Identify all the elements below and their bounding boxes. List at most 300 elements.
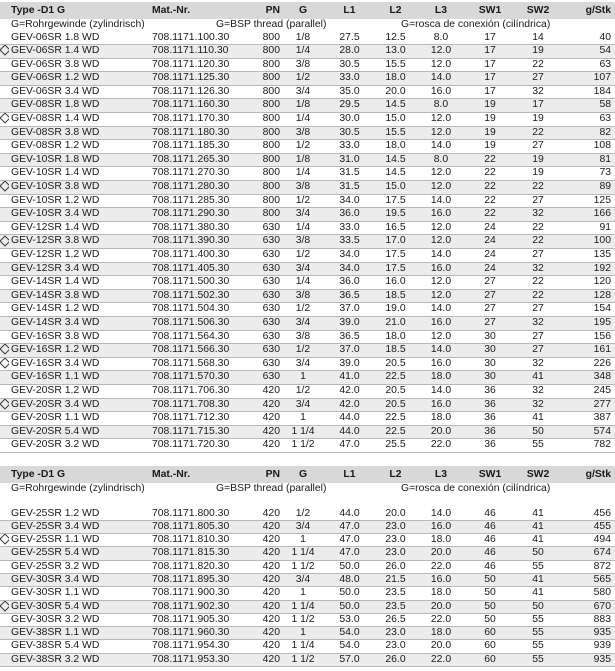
table-row bbox=[0, 221, 615, 235]
row-mark-cell bbox=[0, 72, 9, 86]
cell-l3: 18.0 bbox=[418, 371, 464, 385]
cell-l1: 27.5 bbox=[326, 32, 373, 45]
cell-gstk: 107 bbox=[560, 72, 615, 86]
cell-g: 3/4 bbox=[280, 398, 326, 412]
cell-type: GEV-25SR 3.2 WD bbox=[9, 560, 152, 573]
cell-sw1: 27 bbox=[464, 316, 516, 330]
cell-type: GEV-12SR 1.2 WD bbox=[9, 249, 152, 263]
table-body-1 bbox=[0, 32, 615, 453]
cell-sw1: 22 bbox=[464, 167, 516, 181]
cell-l3: 12.0 bbox=[418, 289, 464, 303]
cell-gstk: 63 bbox=[560, 113, 615, 127]
cell-sw2: 55 bbox=[516, 640, 560, 653]
cell-sw1: 17 bbox=[464, 72, 516, 86]
cell-pn: 420 bbox=[250, 425, 280, 439]
cell-sw1: 36 bbox=[464, 384, 516, 398]
cell-type: GEV-16SR 3.8 WD bbox=[9, 330, 152, 344]
table-row bbox=[0, 534, 615, 547]
cell-sw2: 17 bbox=[516, 99, 560, 113]
row-mark-cell bbox=[0, 425, 9, 439]
cell-sw2: 32 bbox=[516, 262, 560, 276]
cell-l1: 39.0 bbox=[326, 316, 373, 330]
cell-type: GEV-06SR 3.8 WD bbox=[9, 58, 152, 72]
cell-type: GEV-12SR 3.4 WD bbox=[9, 262, 152, 276]
cell-g: 1 1/2 bbox=[280, 560, 326, 573]
row-mark-cell bbox=[0, 613, 9, 626]
cell-type: GEV-20SR 3.4 WD bbox=[9, 398, 152, 412]
thread-subheader bbox=[0, 483, 615, 496]
cell-g: 1/2 bbox=[280, 344, 326, 358]
row-mark-cell bbox=[0, 303, 9, 317]
table-row bbox=[0, 99, 615, 113]
cell-pn: 420 bbox=[250, 587, 280, 600]
cell-l2: 15.5 bbox=[373, 126, 418, 140]
table-row bbox=[0, 153, 615, 167]
table-row bbox=[0, 412, 615, 426]
cell-l1: 54.0 bbox=[326, 640, 373, 653]
cell-l1: 36.0 bbox=[326, 208, 373, 222]
cell-l1: 30.0 bbox=[326, 113, 373, 127]
row-mark-cell bbox=[0, 235, 9, 249]
cell-l3: 14.0 bbox=[418, 194, 464, 208]
cell-sw2: 22 bbox=[516, 181, 560, 195]
cell-l3: 12.0 bbox=[418, 181, 464, 195]
cell-sw1: 22 bbox=[464, 208, 516, 222]
header-mark-cell bbox=[0, 2, 9, 19]
cell-l1: 42.0 bbox=[326, 384, 373, 398]
cell-type: GEV-14SR 3.4 WD bbox=[9, 316, 152, 330]
table-row bbox=[0, 600, 615, 613]
cell-l2: 19.0 bbox=[373, 303, 418, 317]
row-mark-cell bbox=[0, 194, 9, 208]
cell-sw1: 19 bbox=[464, 126, 516, 140]
cell-mat: 708.1171.568.30 bbox=[152, 357, 250, 371]
cell-type: GEV-08SR 1.2 WD bbox=[9, 140, 152, 154]
cell-l1: 36.0 bbox=[326, 276, 373, 290]
row-mark-cell bbox=[0, 181, 9, 195]
cell-pn: 420 bbox=[250, 627, 280, 640]
header-l1: L1 bbox=[326, 466, 373, 483]
table-row bbox=[0, 262, 615, 276]
cell-gstk: 195 bbox=[560, 316, 615, 330]
cell-l3: 12.0 bbox=[418, 235, 464, 249]
cell-g: 1/4 bbox=[280, 45, 326, 59]
header-l2: L2 bbox=[373, 2, 418, 19]
cell-type: GEV-25SR 5.4 WD bbox=[9, 547, 152, 560]
table-row bbox=[0, 167, 615, 181]
cell-gstk: 125 bbox=[560, 194, 615, 208]
cell-gstk: 63 bbox=[560, 58, 615, 72]
subheader-de: G=Rohrgewinde (zylindrisch) bbox=[9, 483, 152, 496]
cell-g: 1 bbox=[280, 371, 326, 385]
cell-l2: 23.5 bbox=[373, 600, 418, 613]
header-gstk: g/Stk bbox=[560, 2, 615, 19]
cell-l3: 12.0 bbox=[418, 167, 464, 181]
cell-l1: 42.0 bbox=[326, 398, 373, 412]
cell-sw1: 30 bbox=[464, 344, 516, 358]
cell-pn: 420 bbox=[250, 508, 280, 521]
cell-l3: 22.0 bbox=[418, 560, 464, 573]
cell-l3: 18.0 bbox=[418, 627, 464, 640]
cell-sw1: 27 bbox=[464, 276, 516, 290]
cell-type: GEV-38SR 1.1 WD bbox=[9, 627, 152, 640]
cell-l2: 20.0 bbox=[373, 508, 418, 521]
subheader-en: G=BSP thread (parallel) bbox=[152, 483, 373, 496]
cell-l3: 12.0 bbox=[418, 113, 464, 127]
cell-mat: 708.1171.570.30 bbox=[152, 371, 250, 385]
cell-gstk: 184 bbox=[560, 85, 615, 99]
table-row bbox=[0, 560, 615, 573]
cell-gstk: 135 bbox=[560, 249, 615, 263]
cell-sw2: 41 bbox=[516, 573, 560, 586]
header-sw2: SW2 bbox=[516, 2, 560, 19]
cell-gstk: 935 bbox=[560, 653, 615, 666]
cell-mat: 708.1171.405.30 bbox=[152, 262, 250, 276]
diamond-marker-icon bbox=[0, 534, 9, 545]
cell-g: 1/8 bbox=[280, 99, 326, 113]
header-mat: Mat.-Nr. bbox=[152, 466, 250, 483]
cell-mat: 708.1171.506.30 bbox=[152, 316, 250, 330]
cell-gstk: 277 bbox=[560, 398, 615, 412]
row-mark-cell bbox=[0, 357, 9, 371]
table-row bbox=[0, 371, 615, 385]
cell-pn: 630 bbox=[250, 371, 280, 385]
cell-mat: 708.1171.815.30 bbox=[152, 547, 250, 560]
cell-gstk: 245 bbox=[560, 384, 615, 398]
cell-sw1: 36 bbox=[464, 439, 516, 453]
cell-gstk: 73 bbox=[560, 167, 615, 181]
cell-sw2: 27 bbox=[516, 72, 560, 86]
cell-type: GEV-20SR 3.2 WD bbox=[9, 439, 152, 453]
header-mat: Mat.-Nr. bbox=[152, 2, 250, 19]
cell-l1: 34.0 bbox=[326, 249, 373, 263]
diamond-marker-icon bbox=[0, 235, 9, 246]
cell-l2: 12.5 bbox=[373, 32, 418, 45]
cell-g: 3/4 bbox=[280, 208, 326, 222]
row-mark-cell bbox=[0, 276, 9, 290]
row-mark-cell bbox=[0, 573, 9, 586]
cell-type: GEV-10SR 3.4 WD bbox=[9, 208, 152, 222]
table-row bbox=[0, 113, 615, 127]
cell-pn: 420 bbox=[250, 560, 280, 573]
cell-pn: 420 bbox=[250, 600, 280, 613]
cell-sw1: 19 bbox=[464, 99, 516, 113]
cell-sw1: 17 bbox=[464, 32, 516, 45]
cell-type: GEV-16SR 1.1 WD bbox=[9, 371, 152, 385]
cell-g: 3/8 bbox=[280, 289, 326, 303]
cell-pn: 800 bbox=[250, 167, 280, 181]
cell-type: GEV-12SR 3.8 WD bbox=[9, 235, 152, 249]
table-row bbox=[0, 627, 615, 640]
cell-l2: 18.0 bbox=[373, 72, 418, 86]
cell-mat: 708.1171.712.30 bbox=[152, 412, 250, 426]
cell-gstk: 89 bbox=[560, 181, 615, 195]
row-mark-cell bbox=[0, 45, 9, 59]
cell-l2: 13.0 bbox=[373, 45, 418, 59]
row-mark-cell bbox=[0, 85, 9, 99]
row-mark-cell bbox=[0, 653, 9, 666]
cell-mat: 708.1171.160.30 bbox=[152, 99, 250, 113]
cell-type: GEV-25SR 1.2 WD bbox=[9, 508, 152, 521]
table-row bbox=[0, 398, 615, 412]
table-row bbox=[0, 508, 615, 521]
cell-sw2: 19 bbox=[516, 45, 560, 59]
cell-l3: 18.0 bbox=[418, 412, 464, 426]
cell-l1: 34.0 bbox=[326, 262, 373, 276]
cell-l1: 28.0 bbox=[326, 45, 373, 59]
cell-l3: 18.0 bbox=[418, 587, 464, 600]
cell-gstk: 161 bbox=[560, 344, 615, 358]
cell-l2: 15.0 bbox=[373, 113, 418, 127]
cell-sw1: 30 bbox=[464, 330, 516, 344]
cell-g: 1 1/2 bbox=[280, 439, 326, 453]
row-mark-cell bbox=[0, 547, 9, 560]
cell-g: 1/2 bbox=[280, 72, 326, 86]
table-row bbox=[0, 573, 615, 586]
cell-l3: 12.0 bbox=[418, 126, 464, 140]
header-g: G bbox=[280, 2, 326, 19]
cell-l3: 16.0 bbox=[418, 262, 464, 276]
cell-mat: 708.1171.380.30 bbox=[152, 221, 250, 235]
cell-g: 3/8 bbox=[280, 126, 326, 140]
cell-l3: 8.0 bbox=[418, 99, 464, 113]
table-header bbox=[0, 2, 615, 19]
table-header bbox=[0, 466, 615, 483]
cell-sw1: 22 bbox=[464, 194, 516, 208]
cell-l1: 36.5 bbox=[326, 289, 373, 303]
cell-pn: 630 bbox=[250, 221, 280, 235]
cell-g: 1/2 bbox=[280, 303, 326, 317]
cell-sw1: 60 bbox=[464, 627, 516, 640]
header-sw2: SW2 bbox=[516, 466, 560, 483]
cell-l3: 16.0 bbox=[418, 573, 464, 586]
cell-type: GEV-30SR 1.1 WD bbox=[9, 587, 152, 600]
cell-gstk: 387 bbox=[560, 412, 615, 426]
cell-type: GEV-08SR 1.4 WD bbox=[9, 113, 152, 127]
cell-l2: 17.0 bbox=[373, 235, 418, 249]
cell-mat: 708.1171.566.30 bbox=[152, 344, 250, 358]
cell-gstk: 128 bbox=[560, 289, 615, 303]
cell-sw2: 41 bbox=[516, 412, 560, 426]
cell-l3: 12.0 bbox=[418, 45, 464, 59]
cell-g: 1/2 bbox=[280, 249, 326, 263]
table-row bbox=[0, 425, 615, 439]
row-mark-cell bbox=[0, 439, 9, 453]
cell-l1: 47.0 bbox=[326, 534, 373, 547]
diamond-marker-icon bbox=[0, 600, 9, 611]
cell-g: 3/8 bbox=[280, 58, 326, 72]
row-mark-cell bbox=[0, 412, 9, 426]
diamond-marker-icon bbox=[0, 181, 9, 192]
cell-pn: 800 bbox=[250, 194, 280, 208]
table-row bbox=[0, 289, 615, 303]
table-row bbox=[0, 276, 615, 290]
cell-g: 1 bbox=[280, 587, 326, 600]
cell-l1: 41.0 bbox=[326, 371, 373, 385]
cell-gstk: 494 bbox=[560, 534, 615, 547]
row-mark-cell bbox=[0, 398, 9, 412]
cell-sw2: 14 bbox=[516, 32, 560, 45]
cell-l1: 44.0 bbox=[326, 412, 373, 426]
cell-g: 3/8 bbox=[280, 235, 326, 249]
cell-g: 3/8 bbox=[280, 330, 326, 344]
cell-mat: 708.1171.504.30 bbox=[152, 303, 250, 317]
cell-sw2: 27 bbox=[516, 303, 560, 317]
diamond-marker-icon bbox=[0, 113, 9, 124]
row-mark-cell bbox=[0, 384, 9, 398]
row-mark-cell bbox=[0, 316, 9, 330]
cell-l2: 14.5 bbox=[373, 153, 418, 167]
cell-mat: 708.1171.820.30 bbox=[152, 560, 250, 573]
cell-pn: 630 bbox=[250, 262, 280, 276]
row-mark-cell bbox=[0, 640, 9, 653]
cell-mat: 708.1171.110.30 bbox=[152, 45, 250, 59]
cell-l1: 37.0 bbox=[326, 344, 373, 358]
cell-mat: 708.1171.902.30 bbox=[152, 600, 250, 613]
row-mark-cell bbox=[0, 58, 9, 72]
table-row bbox=[0, 520, 615, 533]
cell-gstk: 108 bbox=[560, 140, 615, 154]
cell-g: 1/2 bbox=[280, 194, 326, 208]
cell-gstk: 100 bbox=[560, 235, 615, 249]
cell-gstk: 54 bbox=[560, 45, 615, 59]
cell-l1: 33.0 bbox=[326, 140, 373, 154]
cell-l3: 16.0 bbox=[418, 398, 464, 412]
table-row bbox=[0, 384, 615, 398]
row-mark-cell bbox=[0, 520, 9, 533]
row-mark-cell bbox=[0, 508, 9, 521]
cell-type: GEV-16SR 3.4 WD bbox=[9, 357, 152, 371]
header-type: Type -D1 G bbox=[9, 2, 152, 19]
cell-sw2: 22 bbox=[516, 289, 560, 303]
cell-pn: 800 bbox=[250, 85, 280, 99]
cell-g: 3/4 bbox=[280, 520, 326, 533]
cell-pn: 420 bbox=[250, 640, 280, 653]
cell-g: 1 1/2 bbox=[280, 653, 326, 666]
diamond-marker-icon bbox=[0, 357, 9, 368]
fittings-table-1 bbox=[0, 2, 615, 453]
cell-l1: 33.0 bbox=[326, 221, 373, 235]
cell-l3: 12.0 bbox=[418, 330, 464, 344]
cell-sw2: 50 bbox=[516, 425, 560, 439]
cell-sw2: 22 bbox=[516, 58, 560, 72]
cell-mat: 708.1171.125.30 bbox=[152, 72, 250, 86]
cell-l3: 12.0 bbox=[418, 58, 464, 72]
cell-sw1: 50 bbox=[464, 573, 516, 586]
cell-sw1: 46 bbox=[464, 520, 516, 533]
cell-mat: 708.1171.895.30 bbox=[152, 573, 250, 586]
cell-gstk: 81 bbox=[560, 153, 615, 167]
row-mark-cell bbox=[0, 167, 9, 181]
cell-gstk: 455 bbox=[560, 520, 615, 533]
cell-gstk: 574 bbox=[560, 425, 615, 439]
cell-pn: 630 bbox=[250, 289, 280, 303]
row-mark-cell bbox=[0, 600, 9, 613]
cell-mat: 708.1171.270.30 bbox=[152, 167, 250, 181]
cell-pn: 800 bbox=[250, 99, 280, 113]
header-pn: PN bbox=[250, 466, 280, 483]
cell-l3: 16.0 bbox=[418, 520, 464, 533]
cell-l3: 16.0 bbox=[418, 85, 464, 99]
cell-pn: 420 bbox=[250, 520, 280, 533]
header-pn: PN bbox=[250, 2, 280, 19]
cell-sw2: 55 bbox=[516, 627, 560, 640]
cell-l3: 20.0 bbox=[418, 425, 464, 439]
cell-l2: 23.0 bbox=[373, 640, 418, 653]
cell-pn: 800 bbox=[250, 113, 280, 127]
cell-sw1: 17 bbox=[464, 45, 516, 59]
header-sw1: SW1 bbox=[464, 466, 516, 483]
cell-gstk: 883 bbox=[560, 613, 615, 626]
cell-gstk: 192 bbox=[560, 262, 615, 276]
cell-l1: 34.0 bbox=[326, 194, 373, 208]
cell-sw1: 27 bbox=[464, 289, 516, 303]
cell-sw2: 19 bbox=[516, 153, 560, 167]
cell-type: GEV-16SR 1.2 WD bbox=[9, 344, 152, 358]
row-mark-cell bbox=[0, 32, 9, 45]
cell-sw2: 22 bbox=[516, 235, 560, 249]
cell-pn: 420 bbox=[250, 534, 280, 547]
cell-type: GEV-30SR 3.4 WD bbox=[9, 573, 152, 586]
cell-type: GEV-38SR 5.4 WD bbox=[9, 640, 152, 653]
cell-sw1: 50 bbox=[464, 613, 516, 626]
cell-pn: 420 bbox=[250, 547, 280, 560]
cell-sw2: 19 bbox=[516, 113, 560, 127]
cell-l2: 15.5 bbox=[373, 58, 418, 72]
cell-sw2: 41 bbox=[516, 371, 560, 385]
cell-g: 1/2 bbox=[280, 384, 326, 398]
table-row bbox=[0, 194, 615, 208]
cell-sw2: 41 bbox=[516, 534, 560, 547]
cell-l2: 17.5 bbox=[373, 249, 418, 263]
cell-l2: 15.0 bbox=[373, 181, 418, 195]
cell-l3: 8.0 bbox=[418, 32, 464, 45]
cell-gstk: 939 bbox=[560, 640, 615, 653]
cell-sw1: 22 bbox=[464, 181, 516, 195]
cell-pn: 800 bbox=[250, 126, 280, 140]
cell-type: GEV-25SR 1.1 WD bbox=[9, 534, 152, 547]
cell-l2: 18.5 bbox=[373, 289, 418, 303]
table-row bbox=[0, 640, 615, 653]
cell-l1: 30.5 bbox=[326, 58, 373, 72]
cell-sw2: 32 bbox=[516, 316, 560, 330]
cell-sw2: 55 bbox=[516, 653, 560, 666]
cell-sw1: 24 bbox=[464, 262, 516, 276]
table-row bbox=[0, 126, 615, 140]
diamond-marker-icon bbox=[0, 45, 9, 56]
cell-pn: 800 bbox=[250, 181, 280, 195]
cell-gstk: 674 bbox=[560, 547, 615, 560]
row-mark-cell bbox=[0, 627, 9, 640]
cell-pn: 420 bbox=[250, 613, 280, 626]
cell-l2: 21.0 bbox=[373, 316, 418, 330]
cell-sw2: 27 bbox=[516, 140, 560, 154]
cell-g: 1 bbox=[280, 534, 326, 547]
cell-mat: 708.1171.120.30 bbox=[152, 58, 250, 72]
cell-sw1: 19 bbox=[464, 140, 516, 154]
cell-l3: 22.0 bbox=[418, 439, 464, 453]
cell-sw1: 46 bbox=[464, 560, 516, 573]
cell-pn: 420 bbox=[250, 384, 280, 398]
cell-mat: 708.1171.715.30 bbox=[152, 425, 250, 439]
cell-g: 3/4 bbox=[280, 357, 326, 371]
cell-mat: 708.1171.810.30 bbox=[152, 534, 250, 547]
cell-mat: 708.1171.564.30 bbox=[152, 330, 250, 344]
cell-sw2: 41 bbox=[516, 520, 560, 533]
table-row bbox=[0, 547, 615, 560]
cell-type: GEV-10SR 1.8 WD bbox=[9, 153, 152, 167]
cell-g: 1/8 bbox=[280, 153, 326, 167]
